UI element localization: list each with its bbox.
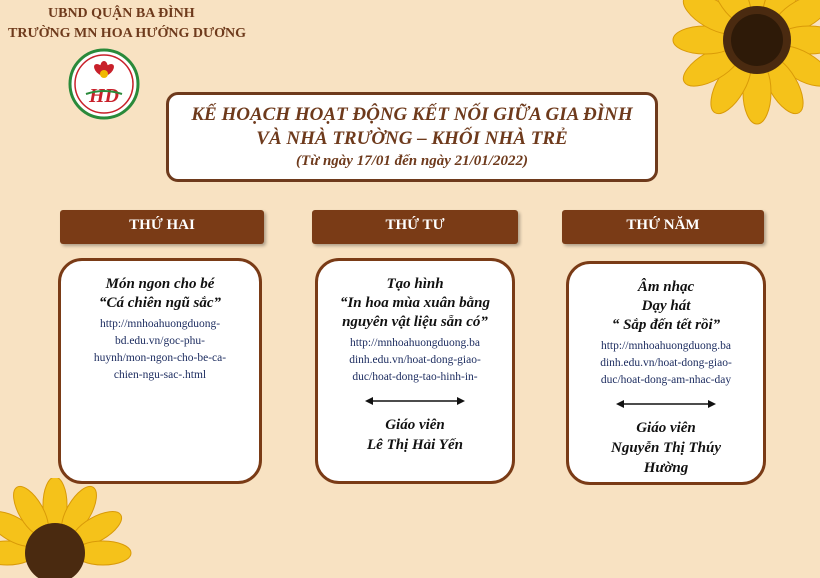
activity-card-wednesday	[315, 258, 515, 484]
logo-text: HD	[89, 85, 119, 107]
activity-link[interactable]	[318, 335, 512, 386]
district-name: UBND QUẬN BA ĐÌNH	[48, 6, 195, 21]
link-line[interactable]: dinh.edu.vn/hoat-dong-giao-	[600, 357, 732, 369]
sunflower-bottom-left	[0, 478, 150, 578]
teacher-name: Hường	[643, 460, 689, 476]
teacher-label: Giáo viên	[385, 417, 445, 433]
teacher-name: Nguyễn Thị Thúy	[610, 440, 721, 456]
link-line[interactable]: duc/hoat-dong-tao-hinh-in-	[352, 371, 478, 383]
link-line[interactable]: bd.edu.vn/goc-phu-	[114, 335, 206, 347]
day-label-wednesday: THỨ TƯ	[312, 210, 518, 244]
activity-subtitle: Dạy hát	[641, 298, 691, 314]
link-line[interactable]: http://mnhoahuongduong-	[99, 318, 221, 330]
activity-link[interactable]	[61, 316, 259, 384]
title-date-range: (Từ ngày 17/01 đến ngày 21/01/2022)	[296, 153, 528, 169]
activity-card-thursday	[566, 261, 766, 485]
activity-link[interactable]	[569, 338, 763, 389]
link-line[interactable]: http://mnhoahuongduong.ba	[600, 340, 731, 352]
link-line[interactable]: chien-ngu-sac-.html	[113, 369, 207, 381]
activity-name: “ Sắp đến tết rồi”	[611, 317, 721, 333]
teacher-label: Giáo viên	[636, 420, 696, 436]
activity-card-monday	[58, 258, 262, 484]
day-label-thursday: THỨ NĂM	[562, 210, 764, 244]
title-line1: KẾ HOẠCH HOẠT ĐỘNG KẾT NỐI GIỮA GIA ĐÌNH	[191, 104, 633, 125]
double-arrow-icon	[616, 399, 716, 409]
activity-title: Món ngon cho bé	[105, 276, 215, 292]
activity-name: nguyên vật liệu sẵn có”	[342, 314, 488, 330]
sunflower-top-right	[662, 0, 820, 140]
double-arrow-icon	[365, 396, 465, 406]
link-line[interactable]: duc/hoat-dong-am-nhac-day	[600, 374, 732, 386]
activity-title: Âm nhạc	[637, 279, 695, 295]
link-line[interactable]: dinh.edu.vn/hoat-dong-giao-	[349, 354, 481, 366]
activity-name: “Cá chiên ngũ sắc”	[98, 295, 222, 311]
day-label-monday: THỨ HAI	[60, 210, 264, 244]
school-name: TRƯỜNG MN HOA HƯỚNG DƯƠNG	[8, 26, 246, 41]
teacher-name: Lê Thị Hải Yến	[367, 437, 463, 453]
link-line[interactable]: huynh/mon-ngon-cho-be-ca-	[93, 352, 227, 364]
link-line[interactable]: http://mnhoahuongduong.ba	[349, 337, 480, 349]
activity-name: “In hoa mùa xuân bằng	[339, 295, 491, 311]
plan-title-box	[166, 92, 658, 182]
title-line2: VÀ NHÀ TRƯỜNG – KHỐI NHÀ TRẺ	[256, 128, 568, 149]
school-logo-icon	[68, 48, 140, 120]
activity-title: Tạo hình	[386, 276, 444, 292]
